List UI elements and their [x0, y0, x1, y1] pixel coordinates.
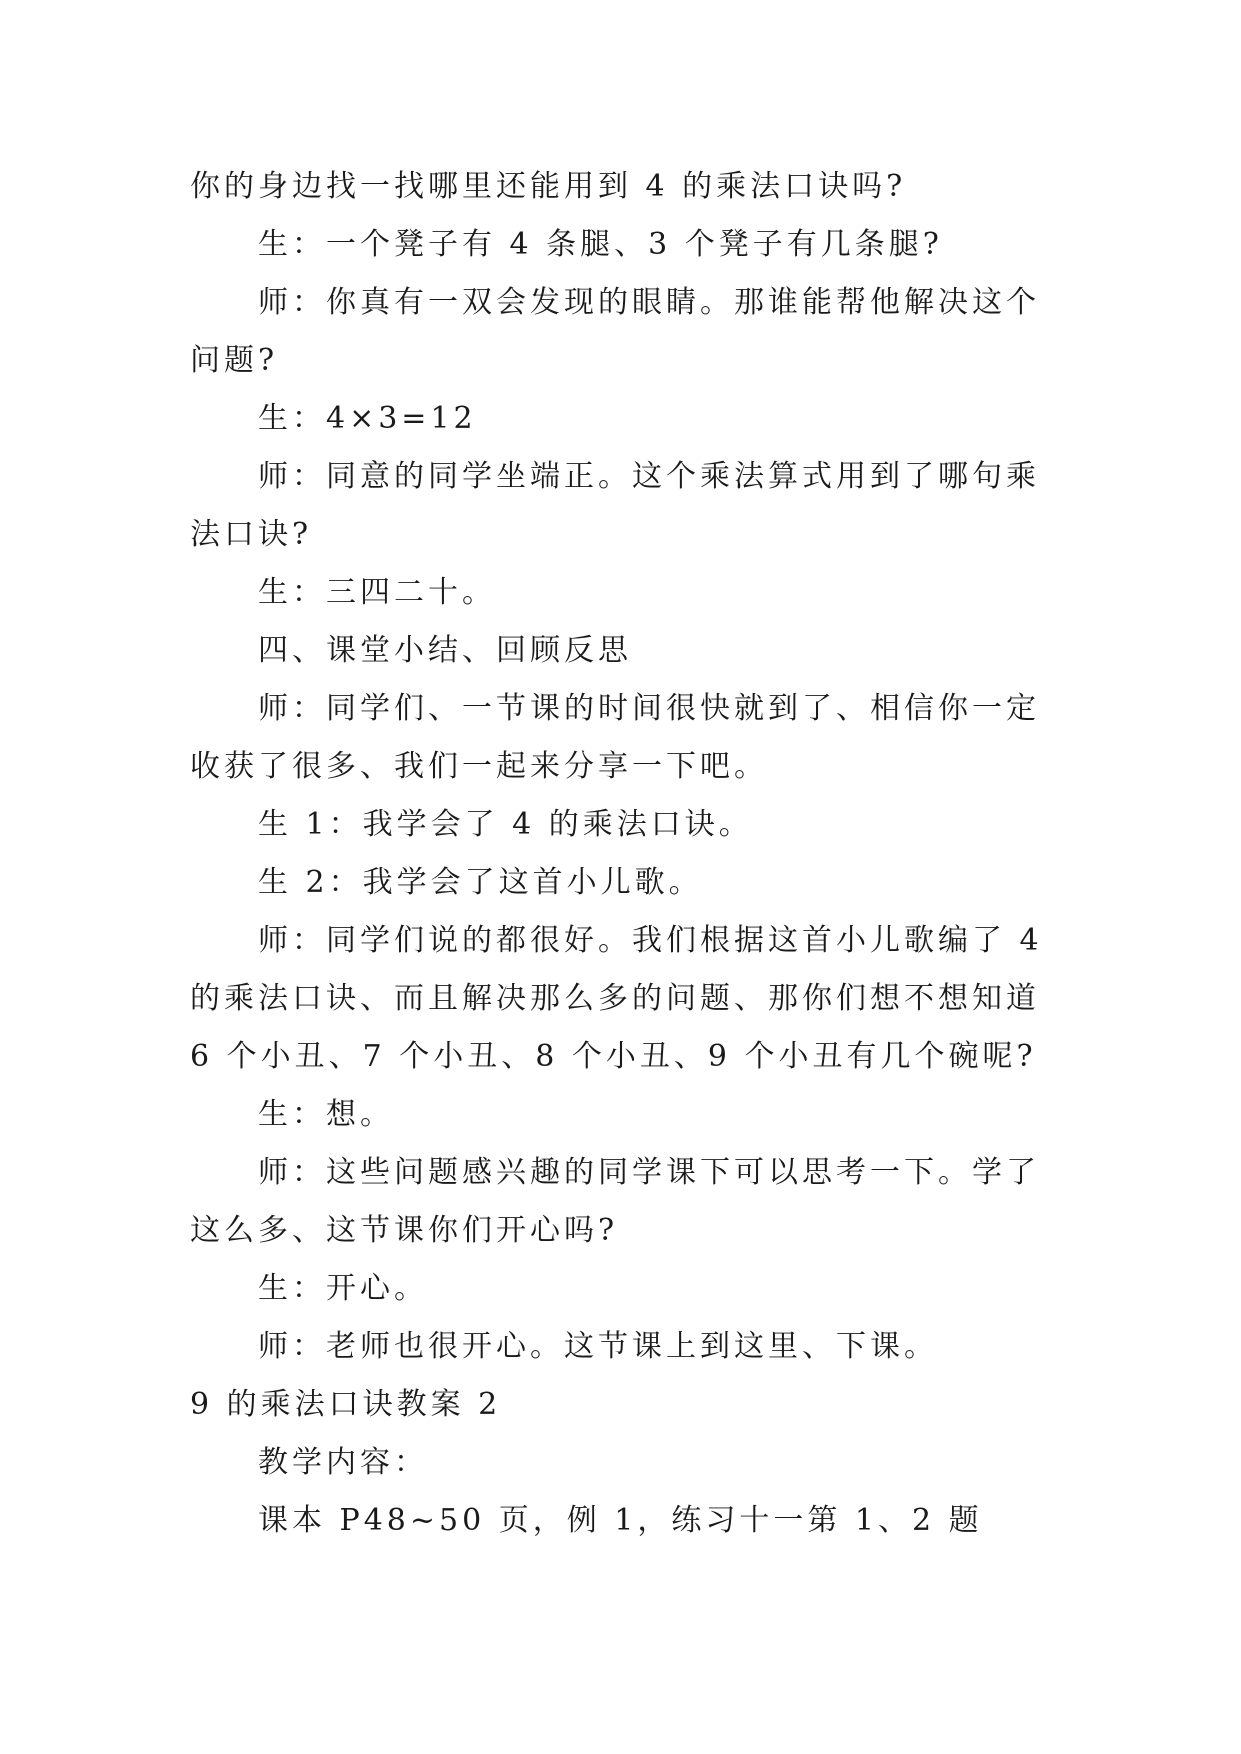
paragraph: 生 2：我学会了这首小儿歌。: [258, 865, 703, 900]
paragraph: 生：一个凳子有 4 条腿、3 个凳子有几条腿?: [258, 227, 943, 262]
section-heading: 四、课堂小结、回顾反思: [258, 633, 632, 668]
paragraph: 课本 P48~50 页，例 1，练习十一第 1、2 题: [258, 1503, 983, 1538]
paragraph: 生：开心。: [258, 1271, 428, 1306]
paragraph: 师：同学们、一节课的时间很快就到了、相信你一定收获了很多、我们一起来分享一下吧。: [190, 691, 1040, 784]
paragraph: 教学内容：: [258, 1445, 428, 1480]
paragraph: 生：三四二十。: [258, 575, 496, 610]
paragraph: 生 1：我学会了 4 的乘法口诀。: [258, 807, 753, 842]
paragraph: 你的身边找一找哪里还能用到 4 的乘法口诀吗?: [190, 169, 907, 204]
paragraph: 生：想。: [258, 1097, 394, 1132]
paragraph: 师：同学们说的都很好。我们根据这首小儿歌编了 4 的乘法口诀、而且解决那么多的问题、那你们想不想知道 6 个小丑、7 个小丑、8 个小丑、9 个小丑有几个碗呢?: [190, 923, 1043, 1074]
paragraph: 生：4×3=12: [258, 401, 477, 436]
paragraph: 师：你真有一双会发现的眼睛。那谁能帮他解决这个问题?: [190, 285, 1040, 378]
document-title: 9 的乘法口诀教案 2: [190, 1387, 502, 1422]
paragraph: 师：同意的同学坐端正。这个乘法算式用到了哪句乘法口诀?: [190, 459, 1040, 552]
paragraph: 师：老师也很开心。这节课上到这里、下课。: [258, 1329, 938, 1364]
document-page: [190, 158, 1060, 1550]
paragraph: 师：这些问题感兴趣的同学课下可以思考一下。学了这么多、这节课你们开心吗?: [190, 1155, 1040, 1248]
